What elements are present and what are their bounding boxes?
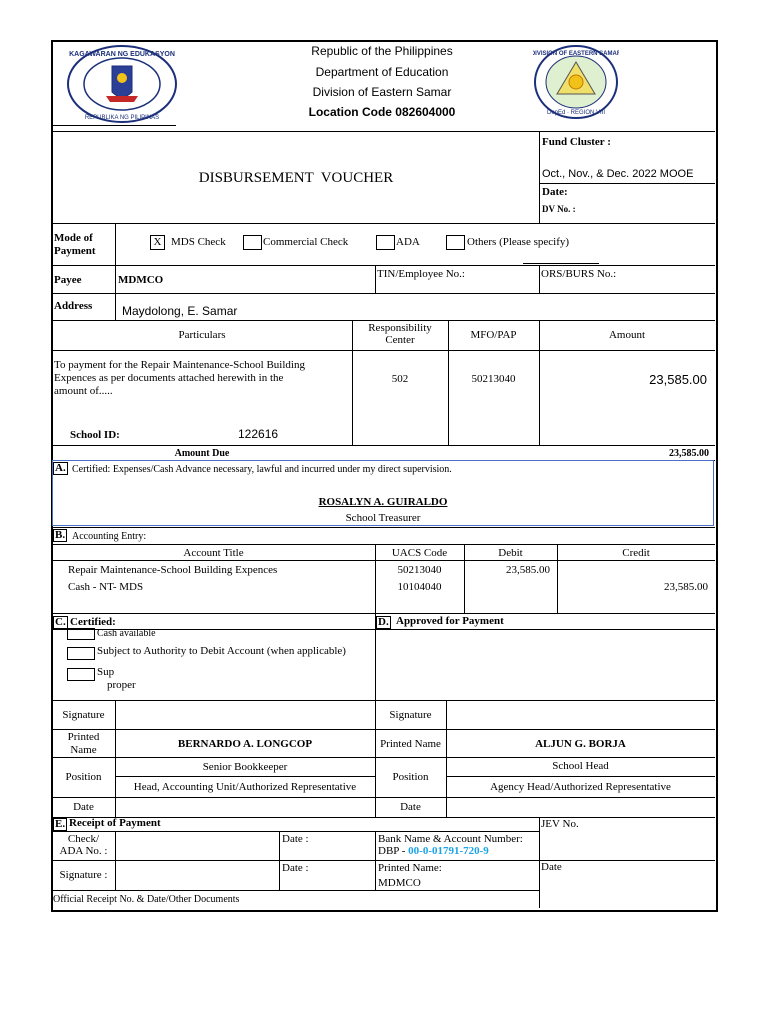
division-seal-logo xyxy=(533,44,619,120)
c-printed-label-1: Printed xyxy=(67,731,100,743)
amount-due-label: Amount Due xyxy=(174,448,230,459)
entry-account-title: Cash - NT- MDS xyxy=(68,581,144,593)
svg-text:REPUBLIKA NG PILIPINAS: REPUBLIKA NG PILIPINAS xyxy=(84,115,160,121)
date-label: Date: xyxy=(542,186,568,198)
c-date-label: Date xyxy=(73,801,94,813)
header-underline xyxy=(52,125,176,126)
particulars-line-3: amount of..... xyxy=(54,385,113,397)
account-number: 00-0-01791-720-9 xyxy=(408,845,489,857)
particulars-line-1: To payment for the Repair Maintenance-School Building xyxy=(54,359,305,371)
amount-header: Amount xyxy=(608,329,646,341)
svg-text:KAGAWARAN NG EDUKASYON: KAGAWARAN NG EDUKASYON xyxy=(69,51,175,58)
svg-text:DIVISION OF EASTERN SAMAR: DIVISION OF EASTERN SAMAR xyxy=(533,51,619,57)
mfo-pap-header: MFO/PAP xyxy=(470,329,517,341)
ada-checkbox[interactable] xyxy=(376,235,395,250)
ors-burs-label: ORS/BURS No.: xyxy=(541,268,617,280)
official-receipt-label: Official Receipt No. & Date/Other Documents xyxy=(53,894,240,905)
mds-check-label: MDS Check xyxy=(171,236,226,248)
check-ada-label-2: ADA No. : xyxy=(59,845,108,857)
commercial-check-label: Commercial Check xyxy=(263,236,349,248)
ada-label: ADA xyxy=(396,236,420,248)
c-position-label: Position xyxy=(65,771,102,783)
header-republic: Republic of the Philippines xyxy=(311,44,453,58)
others-specify-line xyxy=(523,263,599,264)
header-department: Department of Education xyxy=(315,65,449,79)
supporting-docs-label-2: proper xyxy=(107,679,136,691)
school-head-name: ALJUN G. BORJA xyxy=(535,738,626,750)
deped-seal-logo xyxy=(66,44,178,124)
c-position-1: Senior Bookkeeper xyxy=(202,761,288,773)
mode-label-2: Payment xyxy=(54,245,96,257)
school-id-value: 122616 xyxy=(238,427,279,441)
receipt-signature-label: Signature : xyxy=(59,869,108,881)
address-label: Address xyxy=(54,300,93,312)
section-a-label: A. xyxy=(55,462,66,474)
section-c-label: C. xyxy=(55,616,66,628)
mfo-pap-value: 50213040 xyxy=(471,373,516,385)
header-division: Division of Eastern Samar xyxy=(312,85,452,99)
commercial-check-checkbox[interactable] xyxy=(243,235,262,250)
particulars-line-2: Expences as per documents attached herewith in the xyxy=(54,372,284,384)
jev-number-label: JEV No. xyxy=(541,818,579,830)
section-d-text: Approved for Payment xyxy=(396,615,504,627)
treasurer-name: ROSALYN A. GUIRALDO xyxy=(318,496,448,508)
fund-cluster-label: Fund Cluster : xyxy=(542,136,611,148)
mds-check-checkbox[interactable]: X xyxy=(150,235,165,250)
school-id-label: School ID: xyxy=(70,429,120,441)
others-checkbox[interactable] xyxy=(446,235,465,250)
accounting-head-name: BERNARDO A. LONGCOP xyxy=(177,738,313,750)
section-e-text: Receipt of Payment xyxy=(69,817,161,829)
mode-label-1: Mode of xyxy=(54,232,93,244)
entry-uacs: 10104040 xyxy=(397,581,442,593)
receipt-date-label-1: Date : xyxy=(282,833,309,845)
receipt-date-label-3: Date xyxy=(541,861,562,873)
header-location-code: Location Code 082604000 xyxy=(308,105,456,119)
check-ada-label-1: Check/ xyxy=(67,833,100,845)
subject-debit-checkbox[interactable] xyxy=(67,647,95,660)
receipt-printed-label: Printed Name: xyxy=(378,862,442,874)
bank-account-label: Bank Name & Account Number: xyxy=(378,833,523,845)
responsibility-header-1: Responsibility xyxy=(368,322,432,334)
supporting-docs-label-1: Sup xyxy=(97,666,115,678)
bank-account-value xyxy=(378,845,489,858)
svg-text:DepEd · REGION VIII: DepEd · REGION VIII xyxy=(546,110,606,116)
supporting-docs-checkbox[interactable] xyxy=(67,668,95,681)
dv-number-label: DV No. : xyxy=(542,204,576,214)
treasurer-title: School Treasurer xyxy=(345,512,421,524)
c-signature-label: Signature xyxy=(62,709,105,721)
payee-label: Payee xyxy=(54,274,82,286)
responsibility-center-value: 502 xyxy=(391,373,409,385)
tin-label: TIN/Employee No.: xyxy=(377,268,465,280)
debit-header: Debit xyxy=(498,547,523,559)
section-c-text: Certified: xyxy=(70,616,116,628)
section-d-label: D. xyxy=(378,616,389,628)
section-b-text: Accounting Entry: xyxy=(72,531,147,542)
d-position-label: Position xyxy=(392,771,429,783)
entry-account-title: Repair Maintenance-School Building Expences xyxy=(68,564,278,576)
receipt-date-label-2: Date : xyxy=(282,862,309,874)
cash-available-label: Cash available xyxy=(97,628,156,639)
d-signature-label: Signature xyxy=(389,709,432,721)
section-a-text: Certified: Expenses/Cash Advance necessary, lawful and incurred under my direct supervision. xyxy=(72,464,452,475)
d-position-2: Agency Head/Authorized Representative xyxy=(490,781,671,793)
d-position-1: School Head xyxy=(552,760,609,772)
entry-debit: 23,585.00 xyxy=(506,564,550,576)
c-position-2: Head, Accounting Unit/Authorized Representative xyxy=(133,781,357,793)
d-printed-label: Printed Name xyxy=(380,738,441,750)
others-label: Others (Please specify) xyxy=(467,236,570,248)
credit-header: Credit xyxy=(622,547,650,559)
address-value: Maydolong, E. Samar xyxy=(122,304,238,318)
page-title: DISBURSEMENT VOUCHER xyxy=(198,170,394,186)
responsibility-header-2: Center xyxy=(385,334,415,346)
cash-available-checkbox[interactable] xyxy=(67,628,95,640)
amount-due-value: 23,585.00 xyxy=(669,448,709,459)
amount-value: 23,585.00 xyxy=(649,372,707,387)
entry-uacs: 50213040 xyxy=(397,564,442,576)
d-date-label: Date xyxy=(400,801,421,813)
section-e-label: E. xyxy=(55,818,66,830)
subject-debit-label: Subject to Authority to Debit Account (when applicable) xyxy=(97,645,346,657)
bank-prefix: DBP - xyxy=(378,845,409,857)
entry-credit: 23,585.00 xyxy=(664,581,708,593)
fund-cluster-value: Oct., Nov., & Dec. 2022 MOOE xyxy=(542,168,694,180)
uacs-header: UACS Code xyxy=(391,547,448,559)
account-title-header: Account Title xyxy=(183,547,244,559)
receipt-printed-value: MDMCO xyxy=(378,877,421,889)
c-printed-label-2: Name xyxy=(70,744,97,756)
particulars-header: Particulars xyxy=(178,329,226,341)
payee-value: MDMCO xyxy=(118,274,164,286)
section-b-label: B. xyxy=(55,529,66,541)
